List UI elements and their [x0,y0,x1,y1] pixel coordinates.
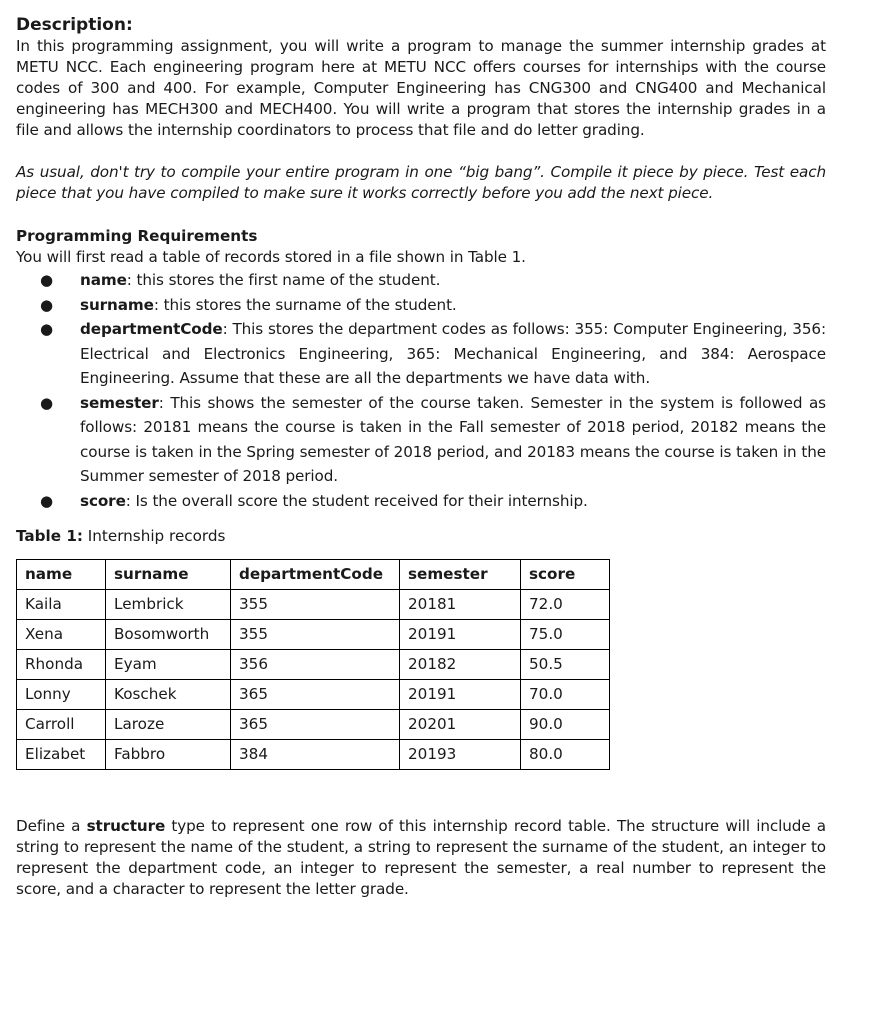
cell-department-code: 384 [231,740,400,770]
cell-department-code: 355 [231,620,400,650]
requirement-item-surname [16,293,826,318]
requirements-intro: You will first read a table of records stored in a file shown in Table 1. [16,248,526,266]
cell-surname: Fabbro [106,740,231,770]
requirement-text: : this stores the first name of the student. [126,271,441,289]
requirement-item-department-code [16,317,826,391]
cell-score: 75.0 [521,620,610,650]
cell-name: Elizabet [17,740,106,770]
cell-score: 80.0 [521,740,610,770]
requirement-item-score [16,489,826,514]
document-page [16,14,826,900]
compile-advice-paragraph: As usual, don't try to compile your entire program in one “big bang”. Compile it piece by piece. Test each piece that you have compiled to make sure it works correctly before you add the next piece. [16,163,826,202]
column-header-semester: semester [400,560,521,590]
requirement-term: departmentCode [80,320,223,338]
requirement-item-semester [16,391,826,489]
table-header-row [17,560,610,590]
cell-department-code: 356 [231,650,400,680]
bullet-icon: ● [40,491,53,510]
requirements-list [16,268,826,513]
requirement-term: surname [80,295,154,314]
structure-text-before: Define a [16,817,87,835]
cell-name: Xena [17,620,106,650]
requirement-item-name [16,268,826,293]
table-caption-text: Internship records [82,527,226,545]
cell-name: Carroll [17,710,106,740]
cell-semester: 20193 [400,740,521,770]
requirement-text: : Is the overall score the student received for their internship. [125,491,588,510]
table-row [17,650,610,680]
cell-name: Rhonda [17,650,106,680]
requirement-term: score [80,491,126,510]
bullet-icon: ● [40,393,53,412]
cell-semester: 20201 [400,710,521,740]
internship-records-table [16,559,610,770]
cell-surname: Bosomworth [106,620,231,650]
cell-semester: 20182 [400,650,521,680]
cell-semester: 20191 [400,620,521,650]
requirement-text: : This stores the department codes as follows: 355: Computer Engineering, 356: Electrical and Electronics Engineering, 365: Mechanical Engineering, and 384: Aerospace Engineering. Assume that these are all the departments we have data with. [80,320,826,387]
cell-surname: Laroze [106,710,231,740]
structure-definition-paragraph [16,816,826,900]
requirements-heading: Programming Requirements [16,227,258,245]
structure-keyword: structure [86,817,166,835]
requirement-term: semester [80,393,159,412]
cell-surname: Eyam [106,650,231,680]
table-row [17,620,610,650]
cell-score: 70.0 [521,680,610,710]
table-caption-label: Table 1: [16,527,83,545]
bullet-icon: ● [40,271,53,289]
bullet-icon: ● [40,320,53,338]
cell-surname: Lembrick [106,590,231,620]
cell-department-code: 365 [231,710,400,740]
cell-score: 50.5 [521,650,610,680]
structure-text-after: type to represent one row of this internship record table. The structure will include a string to represent the name of the student, a string to represent the surname of the student, an integer to represent the department code, an integer to represent the semester, a real number to represent the score, and a character to represent the letter grade. [16,817,826,898]
description-heading: Description: [16,15,133,35]
bullet-icon: ● [40,295,53,314]
cell-score: 72.0 [521,590,610,620]
cell-surname: Koschek [106,680,231,710]
requirement-text: : this stores the surname of the student. [153,295,457,314]
table-row [17,590,610,620]
table-row [17,740,610,770]
description-paragraph: In this programming assignment, you will write a program to manage the summer internship grades at METU NCC. Each engineering program here at METU NCC offers courses for internships with the course codes of 300 and 400. For example, Computer Engineering has CNG300 and CNG400 and Mechanical engineering has MECH300 and MECH400. You will write a program that stores the internship grades in a file and allows the internship coordinators to process that file and do letter grading. [16,37,826,139]
cell-semester: 20181 [400,590,521,620]
table-row [17,680,610,710]
requirement-term: name [80,271,127,289]
column-header-name: name [17,560,106,590]
cell-semester: 20191 [400,680,521,710]
column-header-surname: surname [106,560,231,590]
cell-name: Kaila [17,590,106,620]
table-caption [16,525,826,547]
requirement-text: : This shows the semester of the course taken. Semester in the system is followed as follows: 20181 means the course is taken in the Fall semester of 2018 period, 20182 means the course is taken in the Spring semester of 2018 period, and 20183 means the course is taken in the Summer semester of 2018 period. [80,393,826,485]
table-row [17,710,610,740]
cell-department-code: 365 [231,680,400,710]
column-header-score: score [521,560,610,590]
cell-department-code: 355 [231,590,400,620]
column-header-department-code: departmentCode [231,560,400,590]
cell-score: 90.0 [521,710,610,740]
cell-name: Lonny [17,680,106,710]
